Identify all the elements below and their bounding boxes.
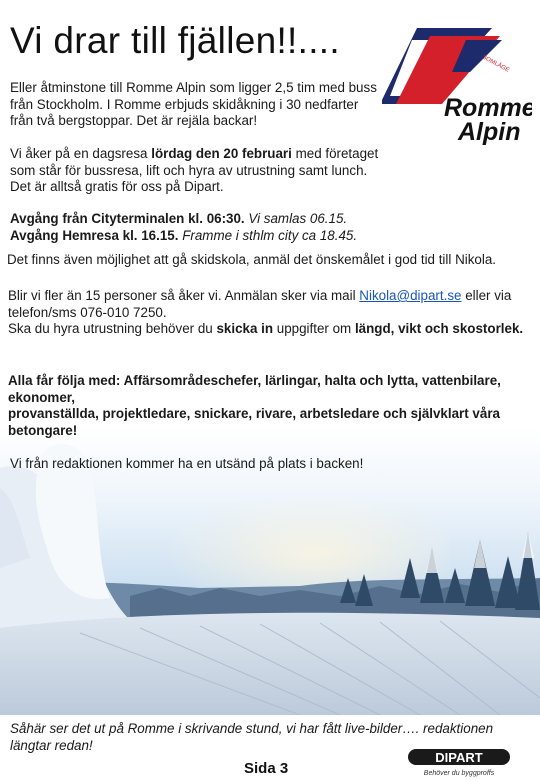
invitees-paragraph	[8, 373, 528, 439]
signup-part1: Blir vi fler än 15 personer så åker vi. Anmälan sker via mail	[8, 288, 356, 303]
trip-date: lördag den 20 februari	[151, 146, 292, 161]
signup-bold1: skicka in	[216, 321, 274, 336]
logo-brand-line1: Romme	[444, 94, 532, 122]
signup-paragraph	[8, 288, 528, 338]
signup-bold2: längd, vikt och skostorlek.	[354, 321, 524, 336]
signup-part3: Ska du hyra utrustning behöver du	[8, 321, 213, 336]
invitees-line1: Alla får följa med: Affärsområdeschefer, lärlingar, halta och lytta, vattenbilare, ekonomer,	[8, 373, 501, 405]
return-note: Framme i sthlm city ca 18.45.	[182, 228, 358, 243]
return-line	[10, 228, 390, 245]
trip-rest: med företaget som står för bussresa, lift och hyra av utrustning samt lunch. Det är alltså gratis för oss på Dipart.	[10, 146, 379, 194]
departure-note: Vi samlas 06.15.	[248, 211, 348, 226]
trip-paragraph	[10, 146, 380, 196]
dipart-name: DIPART	[435, 750, 483, 765]
return-label: Avgång Hemresa kl. 16.15.	[10, 228, 179, 243]
photo-caption: Såhär ser det ut på Romme i skrivande stund, vi har fått live-bilder…. redaktionen längtar redan!	[10, 721, 494, 753]
invitees-line2: provanställda, projektledare, snickare, rivare, arbetsledare och självklart våra betongare!	[8, 406, 500, 438]
page-number: Sida 3	[244, 760, 289, 777]
dipart-logo	[398, 744, 520, 778]
signup-part2: eller via telefon/sms 076-010 7250.	[8, 288, 512, 320]
ski-slope-photo	[0, 428, 540, 715]
romme-alpin-logo	[382, 26, 532, 146]
photo-note: Vi från redaktionen kommer ha en utsänd på plats i backen!	[10, 456, 364, 471]
ski-school-paragraph: Det finns även möjlighet att gå skidskola, anmäl det önskemålet i god tid till Nikola.	[7, 252, 497, 267]
departure-label: Avgång från Cityterminalen kl. 06:30.	[10, 211, 245, 226]
dipart-tagline: Behöver du byggproffs	[423, 770, 495, 777]
logo-tagline: SOMLÄGE	[481, 54, 511, 74]
email-link[interactable]: Nikola@dipart.se	[359, 288, 462, 303]
trip-lead: Vi åker på en dagsresa	[10, 146, 148, 161]
signup-part4: uppgifter om	[276, 321, 352, 336]
logo-brand-line2: Alpin	[458, 118, 521, 146]
departure-line	[10, 211, 390, 228]
intro-paragraph: Eller åtminstone till Romme Alpin som ligger 2,5 tim med buss från Stockholm. I Romme erbjuds skidåkning i 30 nedfarter från två bergstoppar. Det är rejäla backar!	[10, 80, 377, 128]
page-title: Vi drar till fjällen!!....	[10, 20, 340, 61]
